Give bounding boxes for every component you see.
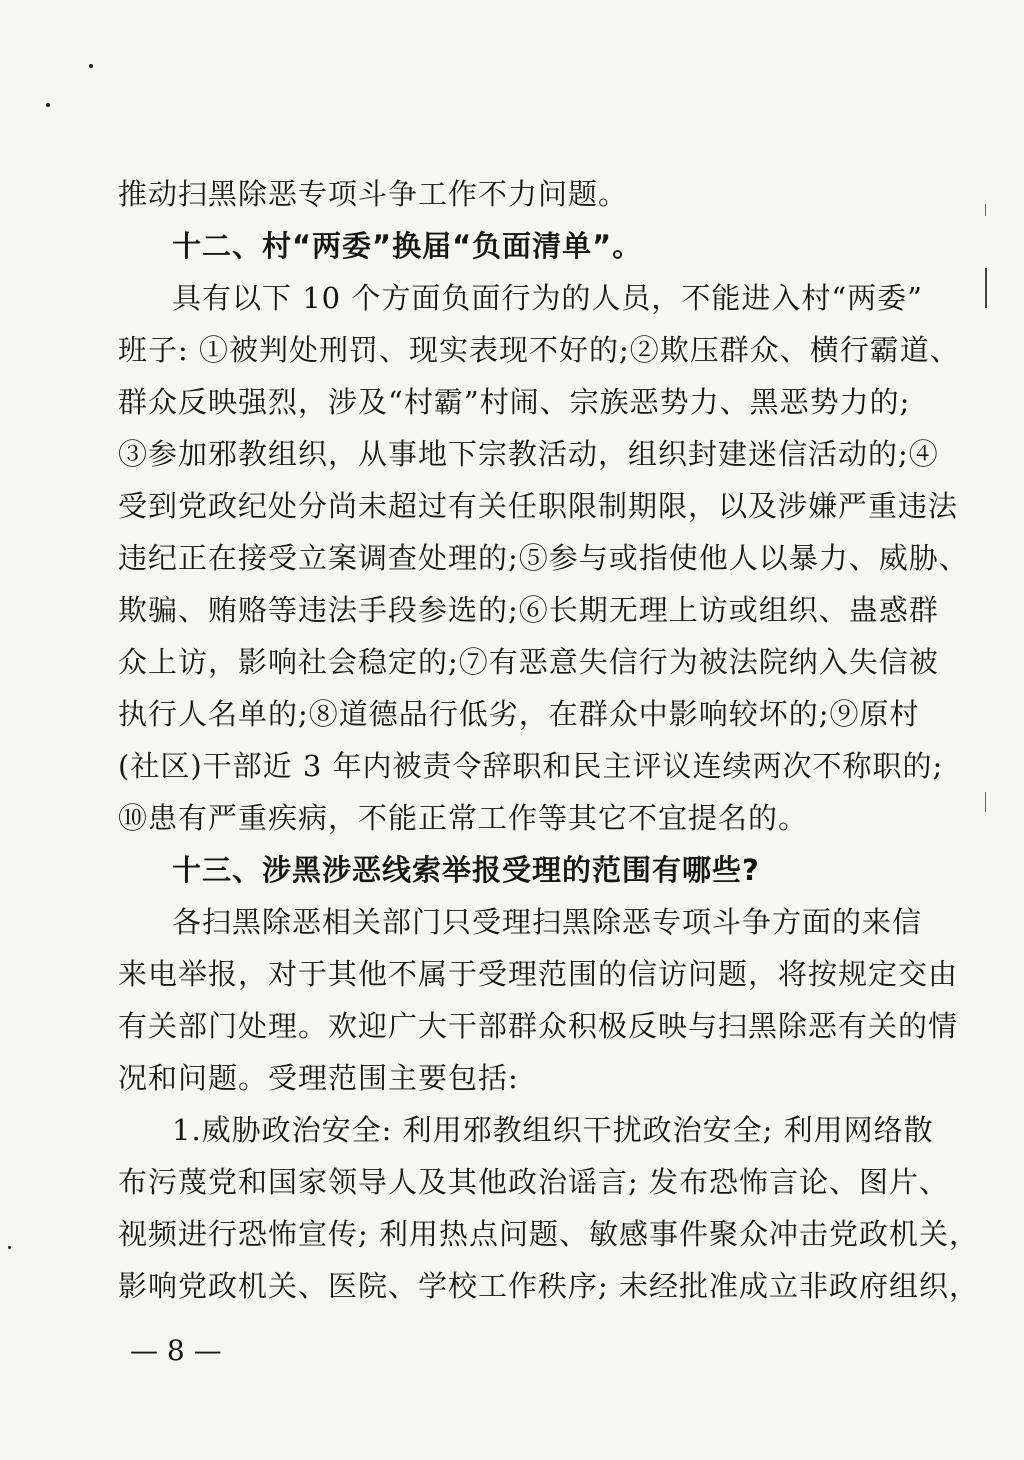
body-line: ⑩患有严重疾病，不能正常工作等其它不宜提名的。 [118,801,809,835]
body-line: 班子: ①被判处刑罚、现实表现不好的;②欺压群众、横行霸道、 [118,333,960,367]
page-number: — 8 — [130,1334,222,1367]
body-line: (社区)干部近 3 年内被责令辞职和民主评议连续两次不称职的; [118,749,944,783]
body-line: 布污蔑党和国家领导人及其他政治谣言; 发布恐怖言论、图片、 [118,1165,949,1199]
body-line: ③参加邪教组织，从事地下宗教活动，组织封建迷信活动的;④ [118,437,939,471]
scan-edge-mark [985,268,987,308]
body-line: 视频进行恐怖宣传; 利用热点问题、敏感事件聚众冲击党政机关， [118,1217,979,1251]
body-line: 众上访，影响社会稳定的;⑦有恶意失信行为被法院纳入失信被 [118,645,939,679]
body-line: 有关部门处理。欢迎广大干部群众积极反映与扫黑除恶有关的情 [118,1009,959,1043]
body-line: 况和问题。受理范围主要包括: [118,1061,519,1095]
scan-edge-mark [985,792,986,812]
section-heading-13: 十三、涉黑涉恶线索举报受理的范围有哪些? [172,853,760,887]
body-line: 影响党政机关、医院、学校工作秩序; 未经批准成立非政府组织， [118,1269,979,1303]
body-line: 推动扫黑除恶专项斗争工作不力问题。 [118,177,629,211]
body-line: 欺骗、贿赂等违法手段参选的;⑥长期无理上访或组织、蛊惑群 [118,593,939,627]
body-line: 群众反映强烈，涉及“村霸”村闹、宗族恶势力、黑恶势力的; [118,385,911,419]
body-line: 违纪正在接受立案调查处理的;⑤参与或指使他人以暴力、威胁、 [118,541,969,575]
scan-speck [46,103,50,107]
body-line: 执行人名单的;⑧道德品行低劣，在群众中影响较坏的;⑨原村 [118,697,920,731]
body-line: 来电举报，对于其他不属于受理范围的信访问题，将按规定交由 [118,957,959,991]
scan-speck [8,1246,11,1249]
scan-edge-mark [985,204,986,216]
body-line: 受到党政纪处分尚未超过有关任职限制期限，以及涉嫌严重违法 [118,489,959,523]
body-line: 各扫黑除恶相关部门只受理扫黑除恶专项斗争方面的来信 [172,905,923,939]
body-line: 1.威胁政治安全: 利用邪教组织干扰政治安全; 利用网络散 [172,1113,934,1147]
body-line: 具有以下 10 个方面负面行为的人员，不能进入村“两委” [172,281,923,315]
section-heading-12: 十二、村“两委”换届“负面清单”。 [172,229,643,263]
scan-speck [89,64,93,68]
